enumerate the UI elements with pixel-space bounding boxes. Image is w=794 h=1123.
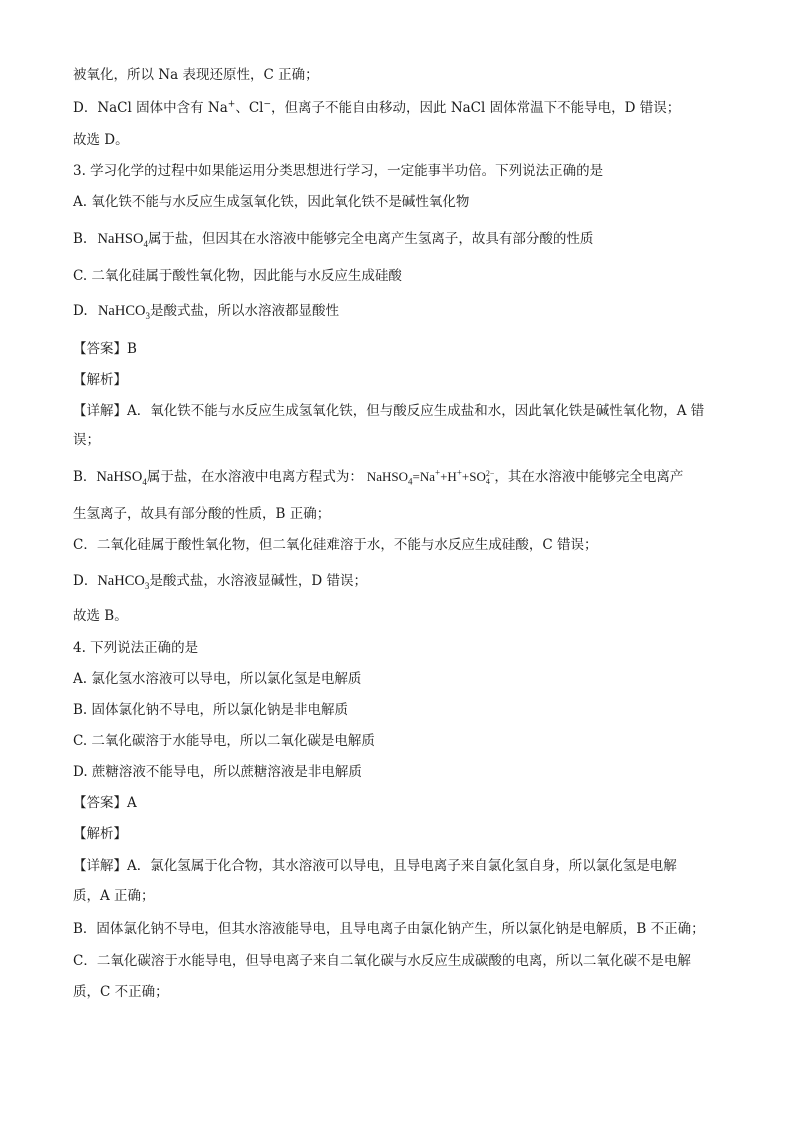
option-b: B. 固体氯化钠不导电，所以氯化钠是非电解质: [73, 702, 349, 718]
option-a: A. 氯化氢水溶液可以导电，所以氯化氢是电解质: [73, 671, 362, 687]
detail-line: [73, 571, 724, 591]
subscript: 4: [142, 476, 147, 487]
text-line: 故选 D。: [73, 132, 129, 148]
formula: [97, 573, 149, 589]
detail-line: 【详解】A．氧化铁不能与水反应生成氢氧化铁，但与酸反应生成盐和水，因此氧化铁是碱性氧化物，A 错: [73, 403, 705, 419]
superscript: +: [456, 467, 462, 478]
formula-text: +H: [440, 469, 457, 484]
subscript: 3: [144, 580, 150, 591]
text-segment: ，但离子不能自由移动，因此 NaCl 固体常温下不能导电，D 错误；: [271, 100, 681, 116]
text-segment: 、Cl: [235, 100, 264, 116]
detail-line: [73, 467, 724, 487]
formula-text: NaHCO: [97, 303, 146, 319]
formula-text: NaHSO: [97, 231, 144, 247]
detail-line: 误；: [73, 432, 100, 448]
subscript: 3: [145, 310, 150, 321]
analysis-label: 【解析】: [73, 826, 127, 842]
text-segment: D．NaCl 固体中含有 Na: [73, 100, 228, 116]
option-label: B.: [73, 231, 88, 247]
formula-text: NaHSO: [366, 469, 409, 484]
detail-line: C．二氧化碳溶于水能导电，但导电离子来自二氧化碳与水反应生成碳酸的电离，所以二氧化碳不是电解: [73, 953, 691, 969]
question-stem: 3. 学习化学的过程中如果能运用分类思想进行学习，一定能事半功倍。下列说法正确的是: [73, 163, 604, 179]
formula-text: NaHSO: [96, 469, 143, 485]
formula-text: NaHCO: [97, 573, 145, 589]
option-c: C. 二氧化硅属于酸性氧化物，因此能与水反应生成硅酸: [73, 268, 402, 284]
superscript: +: [435, 467, 441, 478]
detail-line: 质，C 不正确；: [73, 984, 169, 1000]
subscript: 4: [408, 476, 413, 487]
formula: [98, 231, 148, 247]
option-b: [73, 229, 724, 249]
ionization-equation: [366, 467, 495, 487]
formula-text: =Na: [412, 469, 436, 484]
answer-label: 【答案】A: [73, 795, 137, 811]
answer-label: 【答案】B: [73, 341, 137, 357]
superscript: +: [227, 99, 236, 110]
text-segment: 属于盐，但因其在水溶液中能够完全电离产生氢离子，故具有部分酸的性质: [147, 231, 594, 247]
detail-line: 生氢离子，故具有部分酸的性质，B 正确；: [73, 506, 331, 522]
subscript: 4: [143, 238, 148, 249]
option-a: A. 氧化铁不能与水反应生成氢氧化铁，因此氧化铁不是碱性氧化物: [73, 194, 470, 210]
text-line: [73, 98, 724, 118]
detail-line: 【详解】A．氯化氢属于化合物，其水溶液可以导电，且导电离子来自氯化氢自身，所以氯化氢是电解: [73, 858, 677, 874]
formula-text: +SO: [461, 469, 486, 484]
subscript: 4: [485, 477, 490, 487]
option-label: D．: [73, 573, 98, 589]
option-d: [73, 301, 724, 321]
text-segment: 是酸式盐，所以水溶液都显酸性: [149, 303, 339, 319]
detail-line: C．二氧化硅属于酸性氧化物，但二氧化硅难溶于水，不能与水反应生成硅酸，C 错误；: [73, 537, 598, 553]
text-segment: 是酸式盐，水溶液显碱性，D 错误；: [149, 573, 367, 589]
option-label: D.: [73, 303, 88, 319]
text-segment: ，其在水溶液中能够完全电离产: [494, 469, 684, 485]
formula: [98, 303, 150, 319]
conclusion: 故选 B。: [73, 608, 128, 624]
superscript: 2−: [485, 469, 495, 479]
detail-line: B．固体氯化钠不导电，但其水溶液能导电，且导电离子由氯化钠产生，所以氯化钠是电解质，B 不正确；: [73, 921, 705, 937]
formula: [96, 469, 146, 485]
superscript: −: [263, 99, 272, 110]
text-segment: 属于盐，在水溶液中电离方程式为：: [146, 469, 363, 485]
analysis-label: 【解析】: [73, 372, 127, 388]
option-label: B．: [73, 469, 97, 485]
option-d: D. 蔗糖溶液不能导电，所以蔗糖溶液是非电解质: [73, 764, 362, 780]
text-line: 被氧化，所以 Na 表现还原性，C 正确；: [73, 67, 319, 83]
question-stem: 4. 下列说法正确的是: [73, 640, 199, 656]
detail-line: 质，A 正确；: [73, 888, 155, 904]
option-c: C. 二氧化碳溶于水能导电，所以二氧化碳是电解质: [73, 733, 375, 749]
